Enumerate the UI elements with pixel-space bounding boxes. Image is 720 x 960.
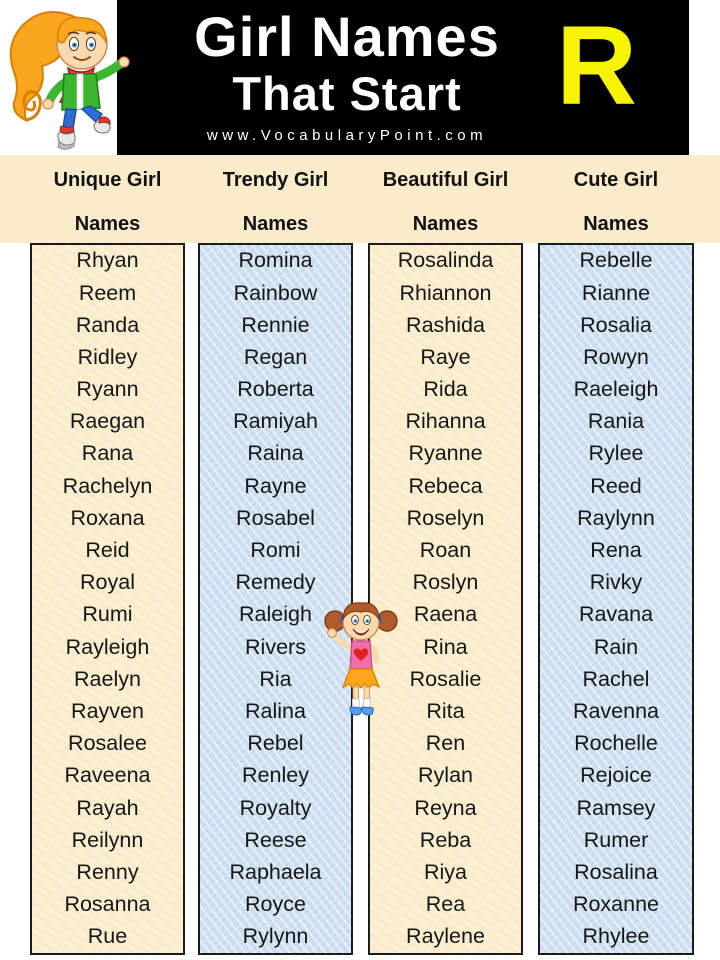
name-item: Raylene xyxy=(406,924,485,949)
website-watermark: www.VocabularyPoint.com xyxy=(206,127,488,144)
name-item: Renley xyxy=(242,763,309,788)
page-title-line1: Girl Names xyxy=(194,5,500,68)
name-item: Ria xyxy=(259,666,292,691)
column-title-4 xyxy=(538,169,694,235)
name-item: Regan xyxy=(243,344,308,369)
name-item: Rhyan xyxy=(76,248,139,273)
name-item: Roxanne xyxy=(572,892,660,917)
name-item: Rosalia xyxy=(580,312,652,337)
name-item: Ridley xyxy=(77,344,138,369)
column-title-line: Cute Girl xyxy=(573,169,659,191)
name-item: Royalty xyxy=(239,795,312,820)
name-item: Rosanna xyxy=(64,892,151,917)
name-box-4 xyxy=(538,243,694,955)
name-item: Ramiyah xyxy=(233,409,318,434)
name-item: Ramsey xyxy=(576,795,656,820)
name-item: Reid xyxy=(85,538,130,563)
name-item: Reese xyxy=(244,827,307,852)
name-item: Ravenna xyxy=(572,698,660,723)
cartoon-girl-waving-illustration xyxy=(324,591,398,720)
name-item: Rosalinda xyxy=(397,248,494,273)
name-item: Raina xyxy=(247,441,304,466)
name-item: Rayven xyxy=(71,698,144,723)
name-item: Rennie xyxy=(241,312,310,337)
name-item: Rachel xyxy=(582,666,650,691)
name-item: Rosalie xyxy=(409,666,482,691)
name-item: Reem xyxy=(78,280,137,305)
name-item: Rihanna xyxy=(405,409,486,434)
name-item: Reyna xyxy=(414,795,477,820)
name-item: Rue xyxy=(87,924,128,949)
name-item: Rainbow xyxy=(233,280,318,305)
name-item: Royal xyxy=(80,570,135,595)
name-item: Raelyn xyxy=(74,666,141,691)
name-item: Rosalina xyxy=(574,859,658,884)
name-item: Rylan xyxy=(418,763,473,788)
column-title-line: Unique Girl xyxy=(53,169,162,191)
name-item: Rachelyn xyxy=(62,473,153,498)
name-item: Raegan xyxy=(69,409,146,434)
name-item: Ravana xyxy=(578,602,654,627)
name-item: Rochelle xyxy=(574,731,658,756)
name-item: Rebelle xyxy=(579,248,653,273)
name-item: Ryanne xyxy=(408,441,483,466)
name-item: Rianne xyxy=(581,280,651,305)
name-item: Rhylee xyxy=(582,924,650,949)
hero-header xyxy=(0,0,720,158)
name-item: Rylynn xyxy=(242,924,309,949)
name-item: Raphaela xyxy=(229,859,322,884)
name-item: Roslyn xyxy=(412,570,479,595)
name-box-1 xyxy=(30,243,185,955)
name-item: Rena xyxy=(590,538,642,563)
name-item: Rumi xyxy=(82,602,133,627)
name-item: Raleigh xyxy=(239,602,312,627)
cartoon-girl-skipping-illustration xyxy=(2,2,134,160)
hero-titles xyxy=(117,0,577,155)
name-item: Reed xyxy=(590,473,642,498)
name-item: Rebeca xyxy=(408,473,483,498)
name-item: Royce xyxy=(245,892,306,917)
hero-black-panel xyxy=(117,0,689,155)
name-item: Remedy xyxy=(235,570,316,595)
name-item: Romina xyxy=(238,248,313,273)
name-item: Rashida xyxy=(406,312,485,337)
name-item: Rivers xyxy=(245,634,306,659)
name-item: Rea xyxy=(425,892,466,917)
column-title-line: Beautiful Girl xyxy=(382,169,509,191)
name-item: Rivky xyxy=(589,570,643,595)
name-item: Rain xyxy=(593,634,639,659)
column-title-2 xyxy=(198,169,353,235)
name-item: Roan xyxy=(419,538,472,563)
name-item: Rayah xyxy=(76,795,139,820)
column-title-3 xyxy=(368,169,523,235)
column-title-1 xyxy=(30,169,185,235)
column-headers-band xyxy=(0,155,720,243)
name-item: Randa xyxy=(75,312,140,337)
name-item: Roselyn xyxy=(406,505,485,530)
name-item: Romi xyxy=(250,538,301,563)
name-item: Raveena xyxy=(64,763,151,788)
name-item: Rayne xyxy=(244,473,307,498)
name-item: Rowyn xyxy=(583,344,649,369)
letter-r-badge: R xyxy=(556,3,637,128)
name-item: Ryann xyxy=(76,377,139,402)
column-title-line: Names xyxy=(412,213,479,235)
name-item: Rejoice xyxy=(580,763,652,788)
name-item: Raylynn xyxy=(577,505,655,530)
name-item: Riya xyxy=(423,859,467,884)
name-item: Rumer xyxy=(583,827,649,852)
name-item: Reilynn xyxy=(71,827,144,852)
name-item: Rania xyxy=(587,409,645,434)
name-item: Rosalee xyxy=(68,731,147,756)
name-item: Reba xyxy=(419,827,472,852)
page-title-line2: That Start xyxy=(232,67,462,120)
name-item: Rita xyxy=(426,698,465,723)
column-title-line: Trendy Girl xyxy=(222,169,329,191)
column-title-line: Names xyxy=(242,213,309,235)
name-item: Rhiannon xyxy=(399,280,492,305)
name-item: Renny xyxy=(76,859,139,884)
name-item: Raye xyxy=(420,344,471,369)
name-item: Rayleigh xyxy=(65,634,150,659)
column-title-line: Names xyxy=(74,213,141,235)
name-item: Rana xyxy=(81,441,134,466)
name-item: Raena xyxy=(413,602,478,627)
name-item: Rylee xyxy=(588,441,644,466)
name-item: Raeleigh xyxy=(573,377,659,402)
name-item: Ralina xyxy=(245,698,306,723)
name-item: Roberta xyxy=(237,377,314,402)
name-item: Rida xyxy=(423,377,468,402)
column-title-line: Names xyxy=(583,213,649,235)
name-item: Rosabel xyxy=(236,505,315,530)
name-item: Rina xyxy=(423,634,468,659)
name-item: Roxana xyxy=(70,505,145,530)
name-item: Rebel xyxy=(247,731,304,756)
name-item: Ren xyxy=(425,731,466,756)
